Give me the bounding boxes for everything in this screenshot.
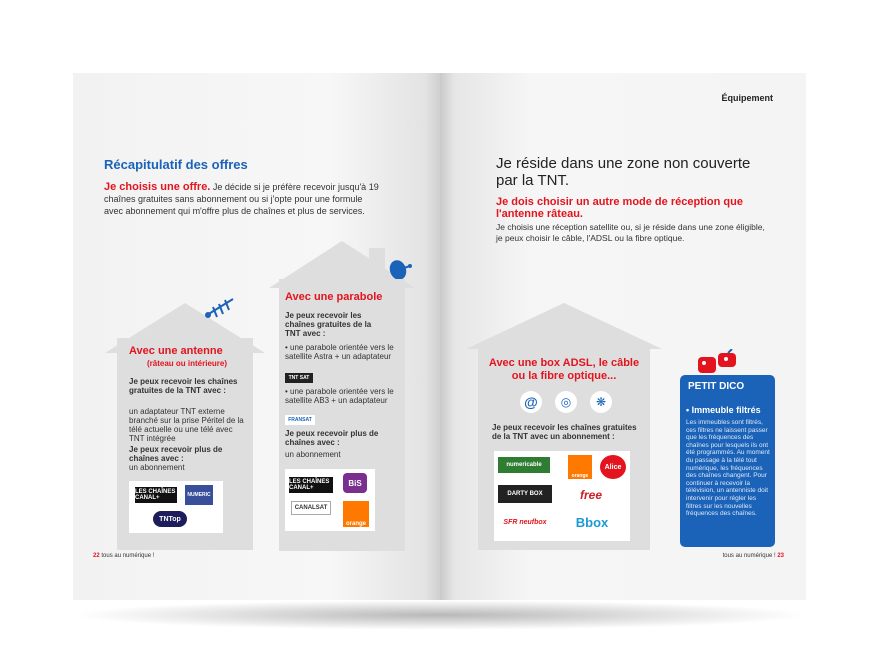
bbox-logo: Bbox (570, 513, 614, 531)
antenne-paid-text: un abonnement (129, 463, 185, 472)
intro-lead: Je choisis une offre. (104, 181, 211, 193)
antenna-icon (203, 295, 237, 319)
petit-dico-panel (680, 375, 775, 547)
alice-logo: Alice (600, 455, 626, 479)
right-footer (723, 553, 784, 559)
antenne-paid-heading: Je peux recevoir plus de chaînes avec : (129, 445, 223, 463)
petit-dico-term: • Immeuble filtrés (686, 405, 761, 415)
antenne-title: Avec une antenne (129, 345, 223, 357)
darty-box-logo: DARTY BOX (498, 485, 552, 503)
petit-dico-title: PETIT DICO (688, 381, 745, 392)
canal-plus-logo: LES CHAÎNES CANAL+ (135, 489, 176, 501)
right-page-number: 23 (777, 553, 784, 559)
parabole-logo-panel (285, 469, 375, 531)
sfr-neufbox-logo: SFR neufbox (498, 513, 552, 531)
box-heading: Je peux recevoir les chaînes gratuites de la TNT avec un abonnement : (492, 423, 637, 441)
parabole-option-astra: • une parabole orientée vers le satellite Astra + un adaptateur (285, 343, 394, 361)
parabole-paid-heading: Je peux recevoir plus de chaînes avec : (285, 429, 379, 447)
numericable-logo: numericable (498, 457, 550, 473)
parabole-free-heading: Je peux recevoir les chaînes gratuites de la TNT avec : (285, 311, 372, 338)
fransat-logo: FRANSAT (285, 415, 315, 425)
bis-logo: BiS (343, 473, 367, 493)
parabole-paid-text: un abonnement (285, 450, 341, 459)
section-header: Équipement (721, 93, 773, 103)
left-page (73, 73, 440, 600)
connection-icons (520, 391, 612, 415)
left-footer (93, 553, 154, 559)
free-logo: free (568, 487, 614, 503)
fibre-icon: ❋ (590, 391, 612, 413)
cable-icon: ◎ (555, 391, 577, 413)
right-title: Je réside dans une zone non couverte par la TNT. (496, 155, 751, 189)
tntop-logo: TNTop (153, 511, 187, 527)
tntsat-logo: TNT SAT (285, 373, 313, 383)
orange-logo: orange (568, 455, 592, 479)
book-shadow (70, 600, 810, 630)
parabole-option-ab3: • une parabole orientée vers le satellite AB3 + un adaptateur (285, 387, 394, 405)
antenne-subtitle: (râteau ou intérieure) (147, 359, 228, 368)
petit-dico-definition: Les immeubles sont filtrés, ces filtres ne laissent passer que les fréquences des chaînes pour lesquels ils ont été programmés. Au moment du passage à la télé tout numérique, les fréquences des chaînes changent. Pour continuer à recevoir la télévision, un antenniste doit intervenir pour régler les filtres sur les nouvelles fréquences des chaînes. (686, 419, 770, 518)
antenne-logo-panel (129, 481, 223, 533)
right-footer-text: tous au numérique ! (722, 553, 776, 559)
right-subtitle: Je dois choisir un autre mode de réception que l'antenne râteau. (496, 196, 743, 220)
box-title: Avec une box ADSL, le câble ou la fibre optique... (488, 357, 640, 382)
adsl-icon: @ (520, 391, 542, 413)
left-page-number: 22 (93, 553, 100, 559)
box-logo-panel (494, 451, 630, 541)
antenne-free-text: un adaptateur TNT externe branché sur la prise Péritel de la télé actuelle ou une télé avec TNT intégrée (129, 407, 244, 443)
orange-logo: orange (343, 501, 369, 527)
intro-paragraph (104, 181, 379, 217)
numeric-logo: NUMERIC (185, 485, 213, 505)
parabole-title: Avec une parabole (285, 291, 383, 303)
left-footer-text: tous au numérique ! (101, 553, 155, 559)
intro-text: Je décide si je préfère recevoir jusqu'à 19 chaînes gratuites sans abonnement ou si j'opte pour une formule avec abonnement qui m'offre plus de chaînes et plus de services. (104, 182, 379, 216)
right-page (440, 73, 806, 600)
right-body: Je choisis une réception satellite ou, si je réside dans une zone éligible, je peux choisir le câble, l'ADSL ou la fibre optique. (496, 222, 765, 243)
canal-plus-logo: LES CHAÎNES CANAL+ (289, 477, 333, 493)
box-house-roof (466, 301, 662, 349)
antenne-free-heading: Je peux recevoir les chaînes gratuites de la TNT avec : (129, 377, 238, 395)
section-title: Récapitulatif des offres (104, 157, 248, 172)
canalsat-logo: CANALSAT (291, 501, 331, 515)
